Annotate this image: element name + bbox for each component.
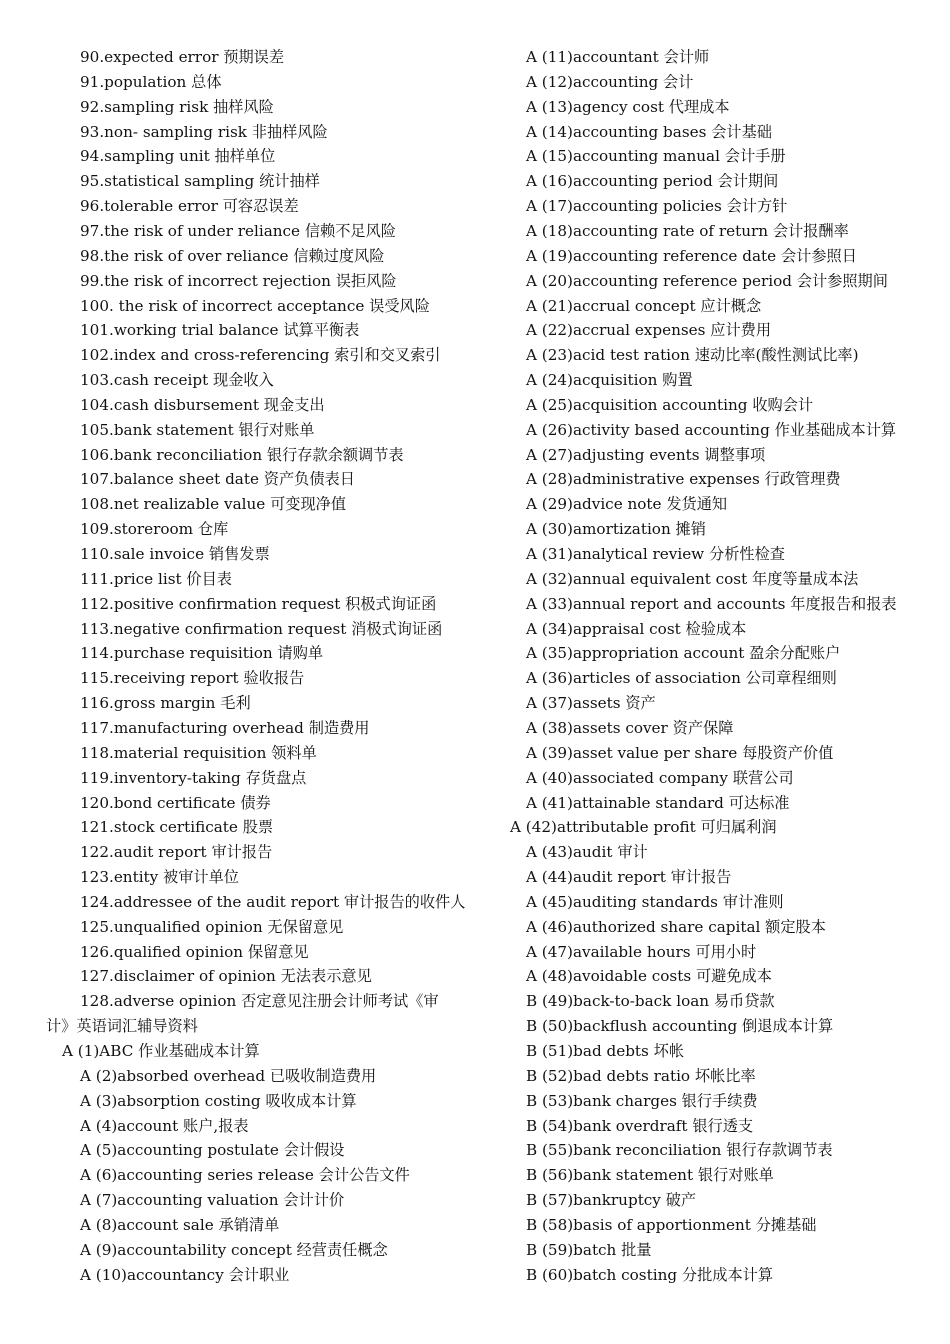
right_column-entry: A (42)attributable profit 可归属利润 bbox=[510, 818, 777, 837]
left_column-entry: 119.inventory-taking 存货盘点 bbox=[80, 768, 307, 787]
left_column-entry: 100. the risk of incorrect acceptance 误受风险 bbox=[80, 296, 430, 315]
right_column-entry: B (58)basis of apportionment 分摊基础 bbox=[526, 1215, 817, 1234]
right_column-entry: A (31)analytical review 分析性检查 bbox=[526, 545, 785, 563]
left_column-entry: 101.working trial balance 试算平衡表 bbox=[80, 321, 360, 340]
right_column-entry: B (51)bad debts 坏帐 bbox=[526, 1042, 685, 1060]
right_column-entry: A (25)acquisition accounting 收购会计 bbox=[526, 395, 814, 414]
right_column-entry: A (47)available hours 可用小时 bbox=[526, 942, 757, 961]
left_column-entry: 92.sampling risk 抽样风险 bbox=[80, 97, 274, 116]
left_column-entry: A (5)accounting postulate 会计假设 bbox=[80, 1141, 345, 1160]
right_column-entry: A (23)acid test ration 速动比率(酸性测试比率) bbox=[526, 346, 859, 365]
left_column-entry: A (10)accountancy 会计职业 bbox=[80, 1265, 290, 1284]
left_column-entry: 108.net realizable value 可变现净值 bbox=[80, 495, 347, 514]
right_column-entry: A (41)attainable standard 可达标准 bbox=[526, 793, 790, 812]
right_column-entry: B (50)backflush accounting 倒退成本计算 bbox=[526, 1017, 834, 1036]
right_column-entry: A (24)acquisition 购置 bbox=[526, 371, 693, 390]
right_column-entry: A (17)accounting policies 会计方针 bbox=[526, 197, 788, 216]
right_column-entry: B (49)back-to-back loan 易币贷款 bbox=[526, 992, 775, 1011]
left_column-entry: A (9)accountability concept 经营责任概念 bbox=[80, 1240, 388, 1259]
left_column-entry: 94.sampling unit 抽样单位 bbox=[80, 147, 276, 166]
right_column-entry: B (59)batch 批量 bbox=[526, 1240, 652, 1259]
left_column-entry: 106.bank reconciliation 银行存款余额调节表 bbox=[80, 445, 404, 464]
left_column-entry: 110.sale invoice 销售发票 bbox=[80, 545, 270, 563]
right_column-entry: A (33)annual report and accounts 年度报告和报表 bbox=[526, 594, 897, 613]
left_column-entry: 124.addressee of the audit report 审计报告的收件人 bbox=[80, 892, 466, 911]
right_column-entry: A (34)appraisal cost 检验成本 bbox=[526, 619, 747, 638]
left_column-entry: A (1)ABC 作业基础成本计算 bbox=[62, 1042, 260, 1060]
right_column-entry: A (26)activity based accounting 作业基础成本计算 bbox=[526, 420, 897, 439]
right_column-entry: A (20)accounting reference period 会计参照期间 bbox=[526, 271, 888, 290]
right_column-entry: A (36)articles of association 公司章程细则 bbox=[526, 669, 837, 688]
left_column-entry: 111.price list 价目表 bbox=[80, 569, 232, 588]
right_column-entry: A (48)avoidable costs 可避免成本 bbox=[526, 967, 772, 986]
right_column-entry: A (13)agency cost 代理成本 bbox=[526, 97, 730, 116]
left_column-entry: A (2)absorbed overhead 已吸收制造费用 bbox=[80, 1066, 377, 1085]
right_column-entry: A (46)authorized share capital 额定股本 bbox=[526, 917, 826, 936]
left_column-entry: 98.the risk of over reliance 信赖过度风险 bbox=[80, 246, 385, 265]
left_column-entry: 95.statistical sampling 统计抽样 bbox=[80, 172, 320, 191]
left_column-entry: 91.population 总体 bbox=[80, 72, 222, 91]
left_column-entry: A (3)absorption costing 吸收成本计算 bbox=[80, 1091, 357, 1110]
right_column-entry: A (22)accrual expenses 应计费用 bbox=[526, 321, 772, 340]
right_column-entry: A (28)administrative expenses 行政管理费 bbox=[526, 470, 841, 489]
left_column-entry: 115.receiving report 验收报告 bbox=[80, 669, 305, 688]
left_column-entry: 127.disclaimer of opinion 无法表示意见 bbox=[80, 967, 372, 986]
right_column-entry: A (19)accounting reference date 会计参照日 bbox=[526, 246, 857, 265]
right_column-entry: A (16)accounting period 会计期间 bbox=[526, 172, 779, 191]
left_column-entry: 102.index and cross-referencing 索引和交叉索引 bbox=[80, 346, 441, 365]
left_column-entry: 114.purchase requisition 请购单 bbox=[80, 644, 324, 663]
left_column-entry: 122.audit report 审计报告 bbox=[80, 843, 273, 862]
right_column-entry: A (21)accrual concept 应计概念 bbox=[526, 296, 762, 315]
left_column-entry: 128.adverse opinion 否定意见注册会计师考试《审 bbox=[80, 992, 439, 1011]
right_column-entry: A (15)accounting manual 会计手册 bbox=[526, 147, 786, 166]
left_column-entry: 123.entity 被审计单位 bbox=[80, 868, 239, 887]
left_column-entry: 96.tolerable error 可容忍误差 bbox=[80, 197, 299, 216]
right_column-entry: A (44)audit report 审计报告 bbox=[526, 868, 732, 887]
left_column-entry: 97.the risk of under reliance 信赖不足风险 bbox=[80, 221, 396, 240]
left_column-entry: 118.material requisition 领料单 bbox=[80, 743, 317, 762]
right_column-entry: A (40)associated company 联营公司 bbox=[526, 768, 794, 787]
right_column-entry: B (54)bank overdraft 银行透支 bbox=[526, 1116, 754, 1135]
right_column-entry: B (57)bankruptcy 破产 bbox=[526, 1191, 697, 1210]
left_column-entry: 113.negative confirmation request 消极式询证函 bbox=[80, 619, 443, 638]
right_column-entry: A (12)accounting 会计 bbox=[526, 72, 694, 91]
left_column-entry: 107.balance sheet date 资产负债表日 bbox=[80, 470, 355, 489]
left_column-entry: 117.manufacturing overhead 制造费用 bbox=[80, 718, 370, 737]
right_column-entry: A (14)accounting bases 会计基础 bbox=[526, 122, 772, 141]
right_column-entry: A (37)assets 资产 bbox=[526, 694, 656, 713]
right_column-entry: B (55)bank reconciliation 银行存款调节表 bbox=[526, 1141, 833, 1160]
left_column-entry: 105.bank statement 银行对账单 bbox=[80, 420, 315, 439]
right_column-entry: A (35)appropriation account 盈余分配账户 bbox=[526, 644, 841, 663]
left_column-entry: A (6)accounting series release 会计公告文件 bbox=[80, 1166, 410, 1185]
right_column-entry: A (30)amortization 摊销 bbox=[526, 520, 706, 539]
left_column-entry: 116.gross margin 毛利 bbox=[80, 694, 251, 713]
right_column-entry: B (53)bank charges 银行手续费 bbox=[526, 1091, 758, 1110]
left_column-entry: 125.unqualified opinion 无保留意见 bbox=[80, 917, 344, 936]
left_column-entry: 104.cash disbursement 现金支出 bbox=[80, 395, 325, 414]
left_column-entry: 120.bond certificate 债券 bbox=[80, 793, 271, 812]
left_column-entry: 126.qualified opinion 保留意见 bbox=[80, 942, 309, 961]
right_column-entry: A (27)adjusting events 调整事项 bbox=[526, 445, 766, 464]
left_column-entry: 121.stock certificate 股票 bbox=[80, 818, 274, 837]
left_column-entry: A (8)account sale 承销清单 bbox=[80, 1215, 280, 1234]
right_column-entry: A (18)accounting rate of return 会计报酬率 bbox=[526, 221, 849, 240]
right_column-entry: B (60)batch costing 分批成本计算 bbox=[526, 1265, 774, 1284]
left_column-entry: 103.cash receipt 现金收入 bbox=[80, 371, 274, 390]
right_column-entry: A (38)assets cover 资产保障 bbox=[526, 718, 734, 737]
right_column-entry: B (56)bank statement 银行对账单 bbox=[526, 1166, 774, 1185]
left_column-entry: A (4)account 账户,报表 bbox=[80, 1116, 249, 1135]
right_column-entry: A (32)annual equivalent cost 年度等量成本法 bbox=[526, 569, 859, 588]
left_column-entry: 90.expected error 预期误差 bbox=[80, 48, 285, 66]
right_column-entry: A (11)accountant 会计师 bbox=[526, 48, 710, 66]
left_column-entry: 计》英语词汇辅导资料 bbox=[46, 1017, 198, 1036]
right_column-entry: A (39)asset value per share 每股资产价值 bbox=[526, 743, 834, 762]
left_column-entry: 99.the risk of incorrect rejection 误拒风险 bbox=[80, 271, 397, 290]
left_column-entry: 112.positive confirmation request 积极式询证函 bbox=[80, 594, 437, 613]
left_column-entry: A (7)accounting valuation 会计计价 bbox=[80, 1191, 345, 1210]
left_column-entry: 109.storeroom 仓库 bbox=[80, 520, 229, 539]
right_column-entry: A (29)advice note 发货通知 bbox=[526, 495, 728, 514]
left_column-entry: 93.non- sampling risk 非抽样风险 bbox=[80, 122, 328, 141]
right_column-entry: A (45)auditing standards 审计准则 bbox=[526, 892, 784, 911]
right_column-entry: A (43)audit 审计 bbox=[526, 843, 648, 862]
right_column-entry: B (52)bad debts ratio 坏帐比率 bbox=[526, 1066, 756, 1085]
